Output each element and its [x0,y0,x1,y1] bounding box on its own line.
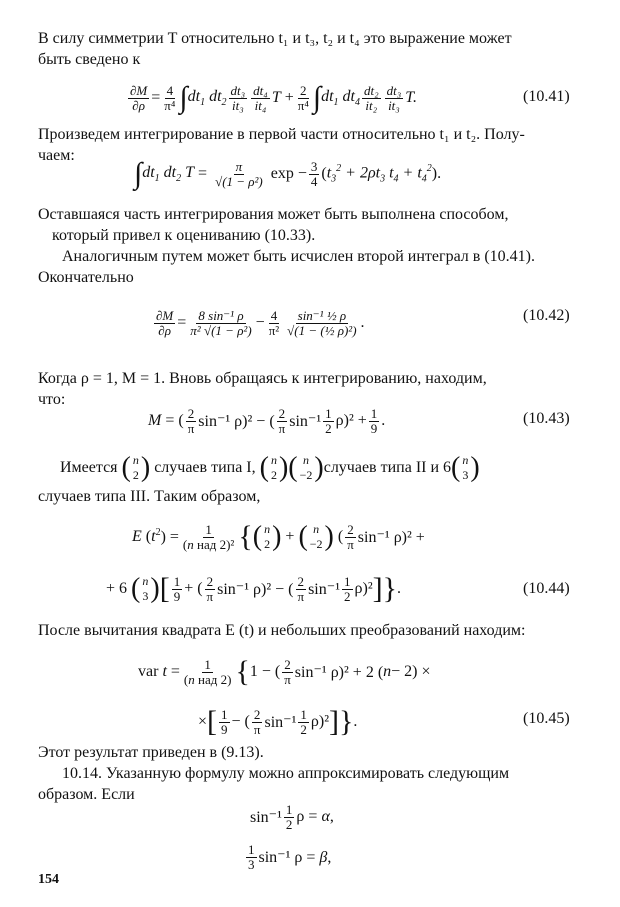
sentence-binomials: Имеется ( n 2 ) случаев типа I, ( n 2 ) ( n −2 ) случаев типа II и 6 ( n 3 ) [60,452,480,483]
equation-10-44-line2: + 6 ( n 3 ) [ $\frac{1}{9}$ + ( $\frac{2}{\pi}$ sin⁻¹ ρ)² − ( $\frac{2}{\pi}$ sin⁻¹ $\frac{1}{2}$ ρ)² ]} . [106,572,401,605]
paragraph-line: После вычитания квадрата E (t) и небольших преобразований находим: [38,622,526,639]
paragraph-line: что: [38,391,66,408]
paragraph-line: В силу симметрии T относительно t₁ и t₃, t₂ и t₄ это выражение может [38,30,512,47]
equation-intermediate: ∫ $dt_1$ $dt_2$ T = $\frac{\pi}{\text{√(1 − ρ²)}}$ exp − $\frac{3}{4}$ ( $t_3^2 + 2\rho t_3$ $t_4 + t_4^2$ ). [134,157,442,190]
paragraph-line: Окончательно [38,269,134,286]
paragraph-line: образом. Если [38,786,135,803]
paragraph-line: чаем: [38,147,75,164]
equation-number: (10.43) [523,410,570,427]
paragraph-line: 10.14. Указанную формулу можно аппроксимировать следующим [62,765,510,782]
paragraph-line: Этот результат приведен в (9.13). [38,744,264,761]
paragraph-line: быть сведено к [38,51,141,68]
equation-10-45-line2: × [ $\frac{1}{9}$ − ( $\frac{2}{\pi}$ sin⁻¹ $\frac{1}{2}$ ρ)² ]} . [198,705,358,738]
equation-10-41: $\frac{\partial M}{\partial\rho}$ = $\frac{4}{\text{π⁴}}$ ∫ $dt_1$ $dt_2$ $\frac{\text{dt₃}}{\text{it₃}}$ $\frac{\text{dt₄}}{\text{it₄}}$ T + $\frac{2}{\text{π⁴}}$ ∫ $dt_1$ $dt_4$ $\frac{\text{dt₂}}{\text{it₂}}$ $\frac{\text{dt₃}}{\text{it₃}}$ T. [130,81,417,114]
equation-number: (10.41) [523,88,570,105]
equation-alpha: sin⁻¹ $\frac{1}{2}$ ρ = α, [250,801,334,832]
equation-10-42: $\frac{\partial M}{\partial\rho}$ = $\frac{\text{8 sin⁻¹ ρ}}{\text{π² √(1 − ρ²)}}$ − $\frac{4}{\text{π²}}$ $\frac{\text{sin⁻¹ ½ ρ}}{\text{√(1 − (½ ρ)²)}}$ . [156,307,365,338]
equation-10-43: M = ( $\frac{2}{\pi}$ sin⁻¹ ρ)² − ( $\frac{2}{\pi}$ sin⁻¹ $\frac{1}{2}$ ρ)² + $\frac{1}{9}$ . [148,405,386,436]
paragraph-line: Когда ρ = 1, M = 1. Вновь обращаясь к интегрированию, находим, [38,370,487,387]
paragraph-line: Оставшаяся часть интегрирования может быть выполнена способом, [38,206,509,223]
paragraph-line: случаев типа III. Таким образом, [38,488,261,505]
paragraph-line: Аналогичным путем может быть исчислен второй интеграл в (10.41). [62,248,535,265]
equation-number: (10.42) [523,307,570,324]
equation-10-45-line1: var t = $\frac{1}{\text{(n над 2)}}$ { 1 − ( $\frac{2}{\pi}$ sin⁻¹ ρ)² + 2 ( n − 2) × [138,655,431,688]
paragraph-line: Произведем интегрирование в первой части относительно t₁ и t₂. Полу- [38,126,525,143]
equation-10-44-line1: E ( t $^2$) = $\frac{1}{\text{(n над 2)²}}$ { ( n 2 ) + ( n −2 ) ( $\frac{2}{\pi}$ sin⁻¹ ρ)² + [132,520,425,553]
equation-number: (10.44) [523,580,570,597]
inline-text: случаев типа II и 6 [323,459,452,476]
paragraph-line: который привел к оцениванию (10.33). [52,227,316,244]
inline-text: Имеется [60,459,118,476]
inline-text: случаев типа I, [154,459,256,476]
equation-beta: $\frac{1}{3}$ sin⁻¹ ρ = β, [248,841,332,872]
page-number: 154 [38,872,59,887]
equation-number: (10.45) [523,710,570,727]
